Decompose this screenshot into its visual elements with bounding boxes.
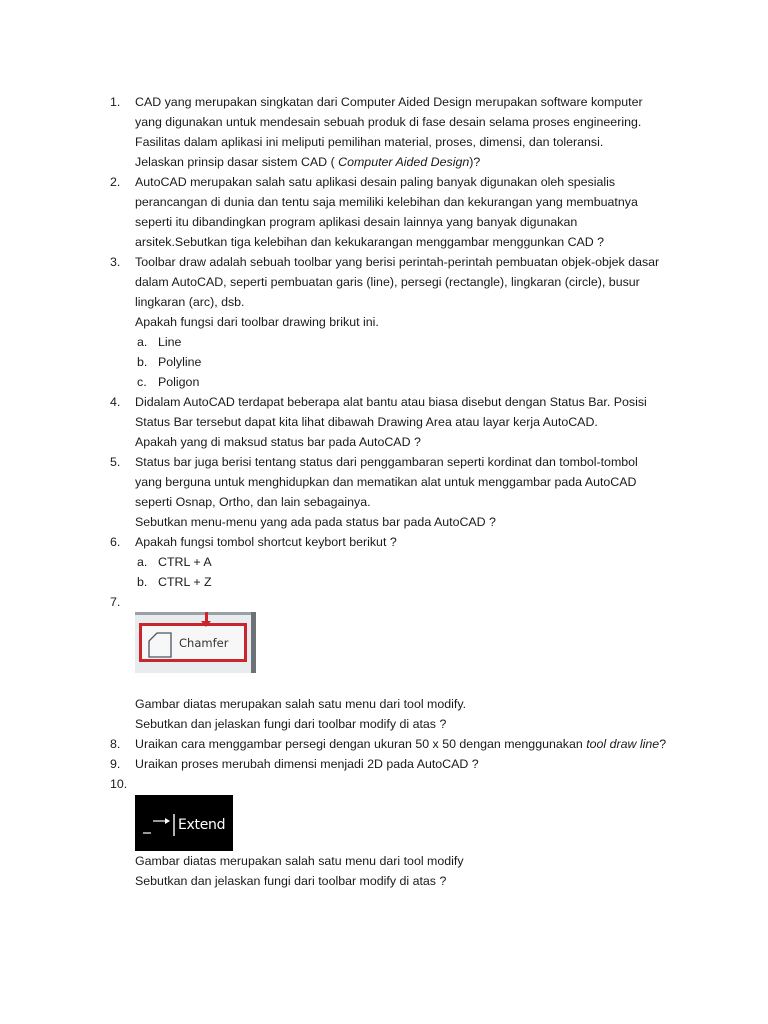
question-1-prompt-end: )? bbox=[469, 155, 481, 169]
ribbon-side-edge bbox=[251, 612, 256, 673]
question-1-line-4 bbox=[135, 152, 480, 172]
question-6-item-a-letter: a. bbox=[137, 555, 148, 569]
question-3-line-1: Toolbar draw adalah sebuah toolbar yang berisi perintah-perintah pembuatan objek-objek dasar bbox=[135, 255, 660, 269]
question-8-prompt-italic: tool draw line bbox=[586, 737, 660, 751]
question-2-line-3: seperti itu dibandingkan program aplikasi desain lainnya yang banyak digunakan bbox=[135, 215, 578, 229]
question-10-line-1: Gambar diatas merupakan salah satu menu dari tool modify bbox=[135, 854, 464, 868]
question-5-line-4: Sebutkan menu-menu yang ada pada status bar pada AutoCAD ? bbox=[135, 515, 496, 529]
question-1-prompt: Jelaskan prinsip dasar sistem CAD ( bbox=[135, 155, 339, 169]
question-5-line-2: yang berguna untuk menghidupkan dan mematikan alat untuk menggambar pada AutoCAD bbox=[135, 475, 637, 489]
question-10-number: 10. bbox=[110, 777, 128, 791]
question-3-item-a-letter: a. bbox=[137, 335, 148, 349]
extend-icon bbox=[141, 813, 177, 837]
question-5-line-1: Status bar juga berisi tentang status dari penggambaran seperti kordinat dan tombol-tombol bbox=[135, 455, 638, 469]
question-6-item-b-letter: b. bbox=[137, 575, 148, 589]
question-4-line-2: Status Bar tersebut dapat kita lihat dibawah Drawing Area atau layar kerja AutoCAD. bbox=[135, 415, 598, 429]
question-6-item-b-text: CTRL + Z bbox=[158, 575, 212, 589]
question-1-prompt-italic: Computer Aided Design bbox=[338, 155, 470, 169]
question-5-number: 5. bbox=[110, 455, 121, 469]
chamfer-tool-image bbox=[135, 612, 256, 673]
question-2-line-2: perancangan di dunia dan tentu saja memiliki kelebihan dan kekurangan yang membuatnya bbox=[135, 195, 638, 209]
question-7-number: 7. bbox=[110, 595, 121, 609]
question-9-number: 9. bbox=[110, 757, 121, 771]
question-10-line-2: Sebutkan dan jelaskan fungi dari toolbar modify di atas ? bbox=[135, 874, 447, 888]
question-3-item-c-letter: c. bbox=[137, 375, 147, 389]
extend-label: Extend bbox=[178, 817, 226, 833]
question-2-number: 2. bbox=[110, 175, 121, 189]
pointer-arrow-icon bbox=[201, 621, 211, 627]
question-6-line-1: Apakah fungsi tombol shortcut keybort berikut ? bbox=[135, 535, 397, 549]
question-3-item-a-text: Line bbox=[158, 335, 182, 349]
question-6-item-a-text: CTRL + A bbox=[158, 555, 212, 569]
question-9-line-1: Uraikan proses merubah dimensi menjadi 2D pada AutoCAD ? bbox=[135, 757, 479, 771]
extend-tool-image bbox=[135, 795, 233, 851]
question-4-number: 4. bbox=[110, 395, 121, 409]
question-1-line-3: Fasilitas dalam aplikasi ini meliputi pemilihan material, proses, dimensi, dan toleransi. bbox=[135, 135, 604, 149]
question-6-number: 6. bbox=[110, 535, 121, 549]
question-1-number: 1. bbox=[110, 95, 121, 109]
question-3-item-b-text: Polyline bbox=[158, 355, 202, 369]
question-3-line-3: lingkaran (arc), dsb. bbox=[135, 295, 245, 309]
question-8-line-1 bbox=[135, 734, 666, 754]
question-3-item-c-text: Poligon bbox=[158, 375, 200, 389]
question-3-line-2: dalam AutoCAD, seperti pembuatan garis (line), persegi (rectangle), lingkaran (circle), busur bbox=[135, 275, 640, 289]
question-2-line-1: AutoCAD merupakan salah satu aplikasi desain paling banyak digunakan oleh spesialis bbox=[135, 175, 616, 189]
question-3-item-b-letter: b. bbox=[137, 355, 148, 369]
question-1-line-2: yang digunakan untuk mendesain sebuah produk di fase desain selama proses engineering. bbox=[135, 115, 642, 129]
question-3-number: 3. bbox=[110, 255, 121, 269]
question-7-line-1: Gambar diatas merupakan salah satu menu dari tool modify. bbox=[135, 697, 467, 711]
question-2-line-4: arsitek.Sebutkan tiga kelebihan dan kekukarangan menggambar menggunkan CAD ? bbox=[135, 235, 605, 249]
chamfer-icon bbox=[147, 631, 173, 659]
question-1-line-1: CAD yang merupakan singkatan dari Computer Aided Design merupakan software komputer bbox=[135, 95, 643, 109]
question-8-number: 8. bbox=[110, 737, 121, 751]
ribbon-top-edge bbox=[135, 612, 256, 615]
question-8-prompt-end: ? bbox=[659, 737, 667, 751]
question-4-line-1: Didalam AutoCAD terdapat beberapa alat bantu atau biasa disebut dengan Status Bar. Posisi bbox=[135, 395, 647, 409]
question-3-line-4: Apakah fungsi dari toolbar drawing brikut ini. bbox=[135, 315, 379, 329]
question-7-line-2: Sebutkan dan jelaskan fungi dari toolbar modify di atas ? bbox=[135, 717, 447, 731]
question-4-line-3: Apakah yang di maksud status bar pada AutoCAD ? bbox=[135, 435, 421, 449]
chamfer-label: Chamfer bbox=[179, 636, 229, 650]
question-8-prompt: Uraikan cara menggambar persegi dengan ukuran 50 x 50 dengan menggunakan bbox=[135, 737, 587, 751]
question-5-line-3: seperti Osnap, Ortho, dan lain sebagainya. bbox=[135, 495, 371, 509]
